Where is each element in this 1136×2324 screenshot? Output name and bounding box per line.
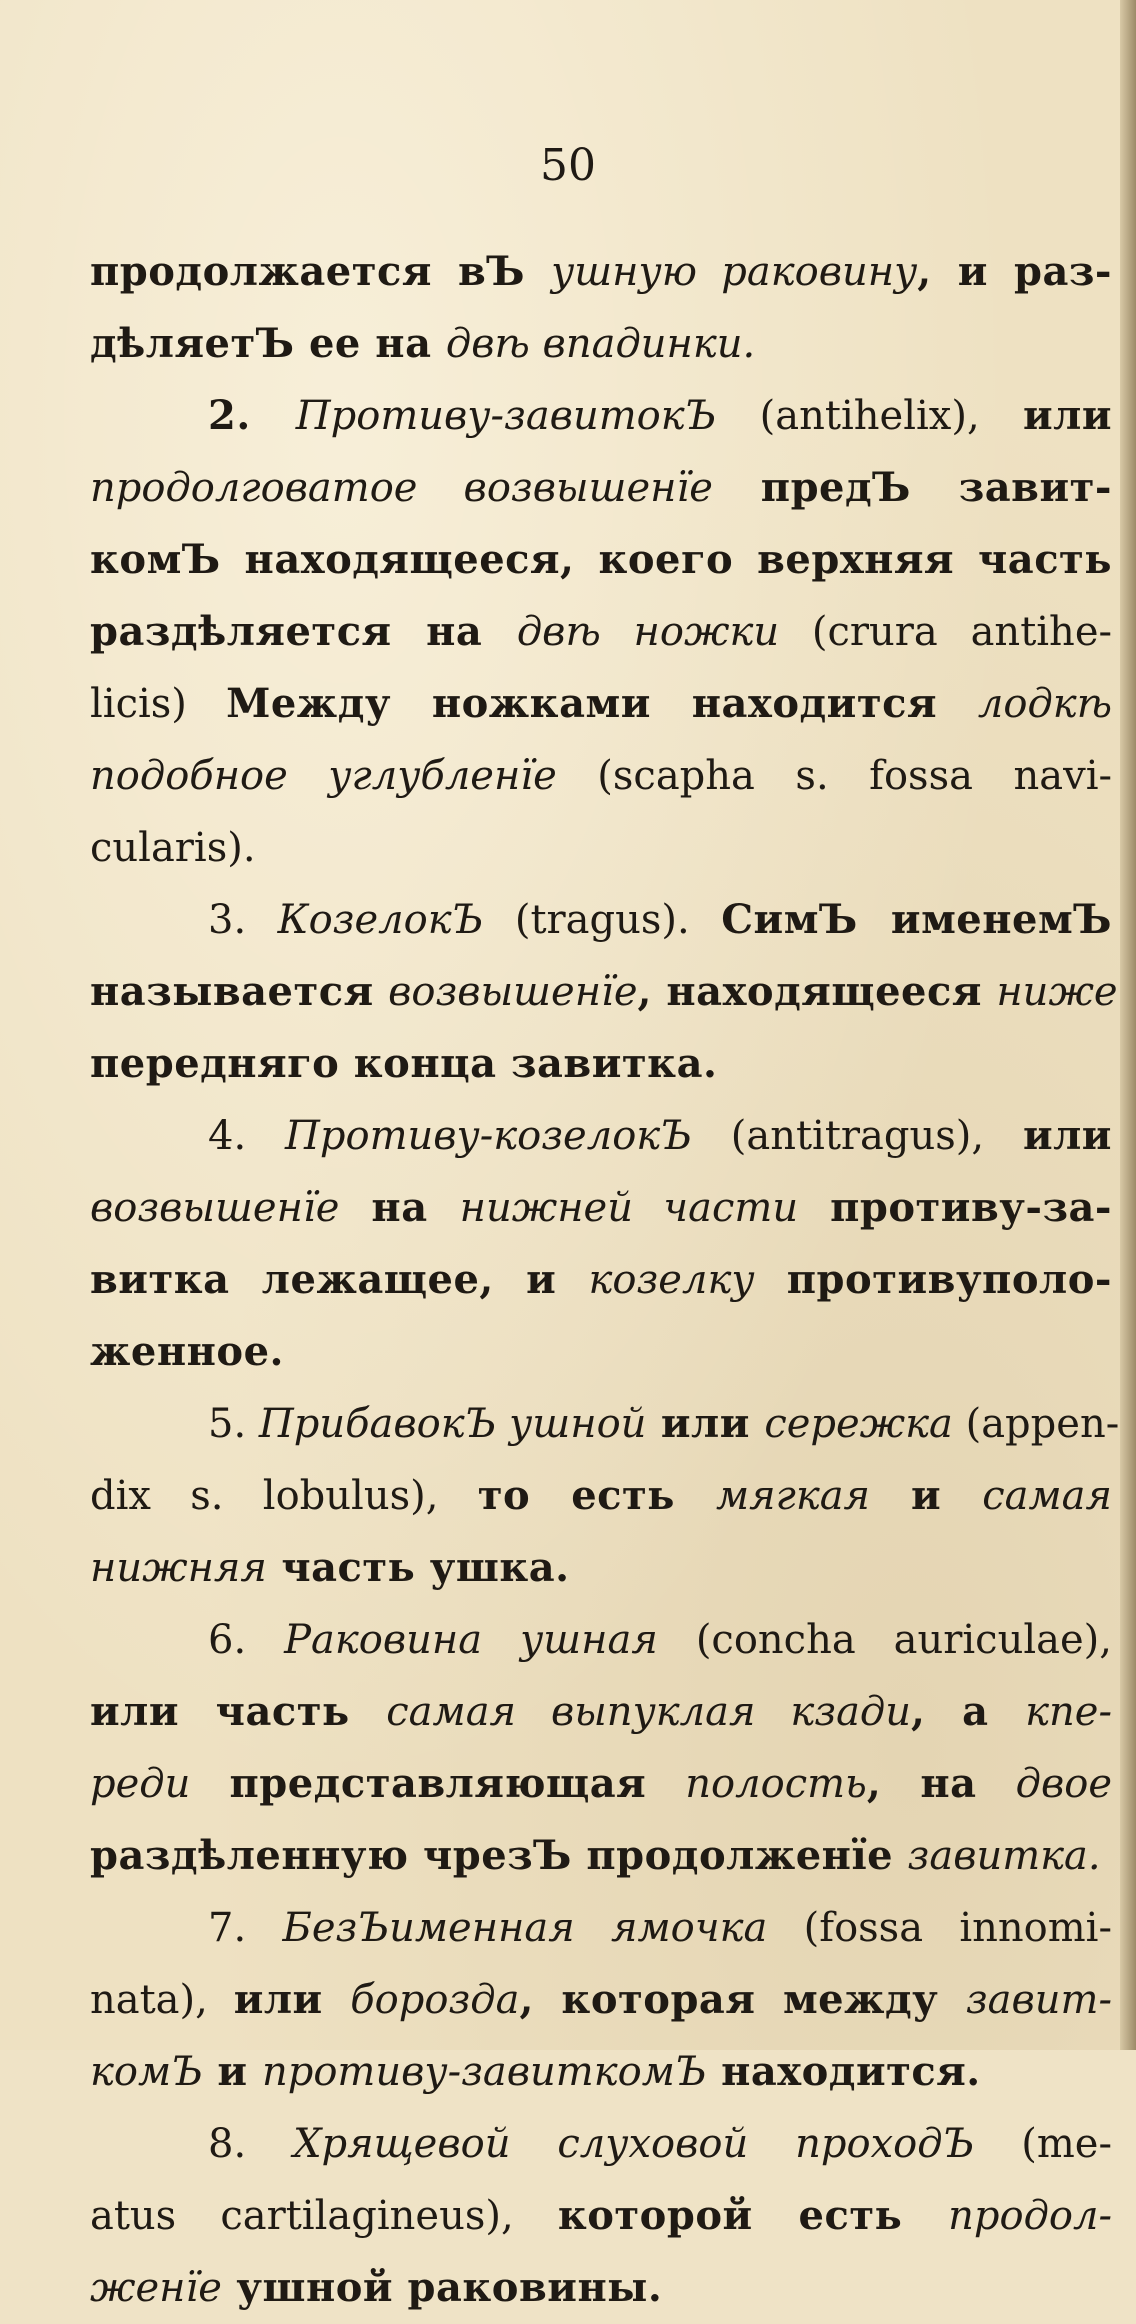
text-run: , на xyxy=(866,1760,1016,1807)
page-edge-shadow xyxy=(1120,0,1136,2050)
text-run: , а xyxy=(911,1688,1026,1735)
text-line xyxy=(90,1892,1112,1964)
text-run: и xyxy=(202,2048,262,2095)
latin-term: (tragus). xyxy=(483,897,722,943)
text-line xyxy=(90,2108,1112,2180)
text-run: передняго конца завитка. xyxy=(90,1040,718,1087)
text-run: комЪ находящееся, коего верхняя часть xyxy=(90,536,1112,583)
text-run: часть ушка. xyxy=(266,1544,570,1591)
italic-term: сережка xyxy=(764,1401,953,1447)
italic-term: женїе xyxy=(90,2265,222,2311)
text-run: продолжается вЪ xyxy=(90,248,552,295)
italic-term: борозда xyxy=(350,1977,520,2023)
text-line xyxy=(90,812,1112,884)
text-line xyxy=(90,596,1112,668)
latin-term: cularis). xyxy=(90,825,256,871)
text-line xyxy=(90,1460,1112,1532)
italic-term: Хрящевой слуховой проходЪ xyxy=(293,2121,975,2167)
body-text xyxy=(90,236,1120,2324)
text-line xyxy=(90,452,1112,524)
text-run: 2. xyxy=(208,392,296,439)
text-line xyxy=(90,1244,1112,1316)
latin-term: (appen- xyxy=(952,1401,1120,1447)
text-run: находится. xyxy=(706,2048,981,2095)
italic-term: самая выпуклая кзади xyxy=(386,1689,912,1735)
latin-term: (crura antihe- xyxy=(779,609,1113,655)
page-number: 50 xyxy=(540,140,596,191)
latin-term: nata), xyxy=(90,1977,234,2023)
text-run: которой есть xyxy=(557,2192,949,2239)
text-line xyxy=(90,1964,1112,2036)
text-line xyxy=(90,1748,1112,1820)
italic-term: двое xyxy=(1015,1761,1112,1807)
text-run: женное. xyxy=(90,1328,284,1375)
text-line xyxy=(90,1028,1112,1100)
latin-term: 7. xyxy=(208,1905,283,1951)
italic-term: козелку xyxy=(588,1257,755,1303)
text-run: раздѣляется на xyxy=(90,608,517,655)
text-run: то есть xyxy=(477,1472,716,1519)
text-run: или часть xyxy=(90,1688,387,1735)
text-run: СимЪ именемЪ xyxy=(721,896,1112,943)
text-run: противуполо- xyxy=(754,1256,1112,1303)
text-run: противу-за- xyxy=(798,1184,1112,1231)
text-run: ушной раковины. xyxy=(221,2264,663,2311)
italic-term: БезЪименная ямочка xyxy=(282,1905,768,1951)
latin-term: (antihelix), xyxy=(716,393,1023,439)
text-run: представляющая xyxy=(190,1760,686,1807)
italic-term: мягкая xyxy=(715,1473,871,1519)
italic-term: двѣ ножки xyxy=(516,609,780,655)
text-run: или xyxy=(1022,1112,1112,1159)
italic-term: КозелокЪ xyxy=(277,897,484,943)
italic-term: самая xyxy=(982,1473,1112,1519)
latin-term: 4. xyxy=(208,1113,285,1159)
text-line xyxy=(90,524,1112,596)
italic-term: подобное углубленїе xyxy=(90,753,557,799)
text-line xyxy=(90,2180,1112,2252)
text-line xyxy=(90,668,1112,740)
latin-term: (scapha s. fossa navi- xyxy=(556,753,1112,799)
italic-term: противу-завиткомЪ xyxy=(261,2049,707,2095)
text-run: называется xyxy=(90,968,389,1015)
italic-term: Противу-козелокЪ xyxy=(285,1113,692,1159)
text-run: , и раз- xyxy=(917,248,1113,295)
text-run: дѣляетЪ ее на xyxy=(90,320,446,367)
latin-term: 6. xyxy=(208,1617,285,1663)
italic-term: комЪ xyxy=(90,2049,203,2095)
italic-term: реди xyxy=(90,1761,191,1807)
text-line xyxy=(90,740,1112,812)
italic-term: лодкѣ xyxy=(977,681,1112,727)
text-run: Между ножками находится xyxy=(226,680,978,727)
italic-term: ушную раковину xyxy=(551,249,918,295)
italic-term: возвышенїе xyxy=(90,1185,340,1231)
italic-term: Раковина ушная xyxy=(284,1617,658,1663)
italic-term: Противу-завитокЪ xyxy=(295,393,717,439)
italic-term: завитка. xyxy=(907,1833,1101,1879)
italic-term: завит- xyxy=(965,1977,1112,2023)
latin-term: 8. xyxy=(208,2121,294,2167)
text-run: или xyxy=(646,1400,765,1447)
text-line xyxy=(90,2036,1112,2108)
text-run: или xyxy=(1022,392,1112,439)
text-line xyxy=(90,380,1112,452)
text-run: предЪ завит- xyxy=(712,464,1113,511)
text-line xyxy=(90,1172,1112,1244)
italic-term: ниже xyxy=(996,969,1118,1015)
text-line xyxy=(90,1532,1112,1604)
latin-term: (fossa innomi- xyxy=(767,1905,1112,1951)
latin-term: dix s. lobulus), xyxy=(90,1473,478,1519)
text-run: или xyxy=(233,1976,351,2023)
italic-term: ПрибавокЪ ушной xyxy=(258,1401,647,1447)
italic-term: возвышенїе xyxy=(388,969,638,1015)
latin-term: atus cartilagineus), xyxy=(90,2193,558,2239)
latin-term: 3. xyxy=(208,897,278,943)
text-line xyxy=(90,308,1112,380)
text-run: витка лежащее, и xyxy=(90,1256,589,1303)
text-line xyxy=(90,956,1118,1028)
italic-term: кпе- xyxy=(1025,1689,1112,1735)
text-run: и xyxy=(870,1472,983,1519)
text-line xyxy=(90,1388,1120,1460)
latin-term: (concha auriculae), xyxy=(657,1617,1112,1663)
text-line xyxy=(90,1316,1112,1388)
italic-term: нижняя xyxy=(90,1545,267,1591)
text-run: , которая между xyxy=(519,1976,966,2023)
text-line xyxy=(90,1100,1112,1172)
latin-term: (me- xyxy=(974,2121,1112,2167)
italic-term: продол- xyxy=(948,2193,1112,2239)
italic-term: двѣ впадинки. xyxy=(445,321,756,367)
latin-term: (antitragus), xyxy=(691,1113,1023,1159)
text-run: на xyxy=(339,1184,460,1231)
latin-term: licis) xyxy=(90,681,227,727)
text-line xyxy=(90,236,1112,308)
italic-term: полость xyxy=(685,1761,867,1807)
text-line xyxy=(90,2252,1112,2324)
text-run: раздѣленную чрезЪ продолженїе xyxy=(90,1832,908,1879)
text-run: , находящееся xyxy=(637,968,997,1015)
text-line xyxy=(90,1820,1112,1892)
italic-term: продолговатое возвышенїе xyxy=(90,465,713,511)
text-line xyxy=(90,884,1112,956)
text-line xyxy=(90,1604,1112,1676)
italic-term: нижней части xyxy=(459,1185,799,1231)
text-line xyxy=(90,1676,1112,1748)
latin-term: 5. xyxy=(208,1401,259,1447)
